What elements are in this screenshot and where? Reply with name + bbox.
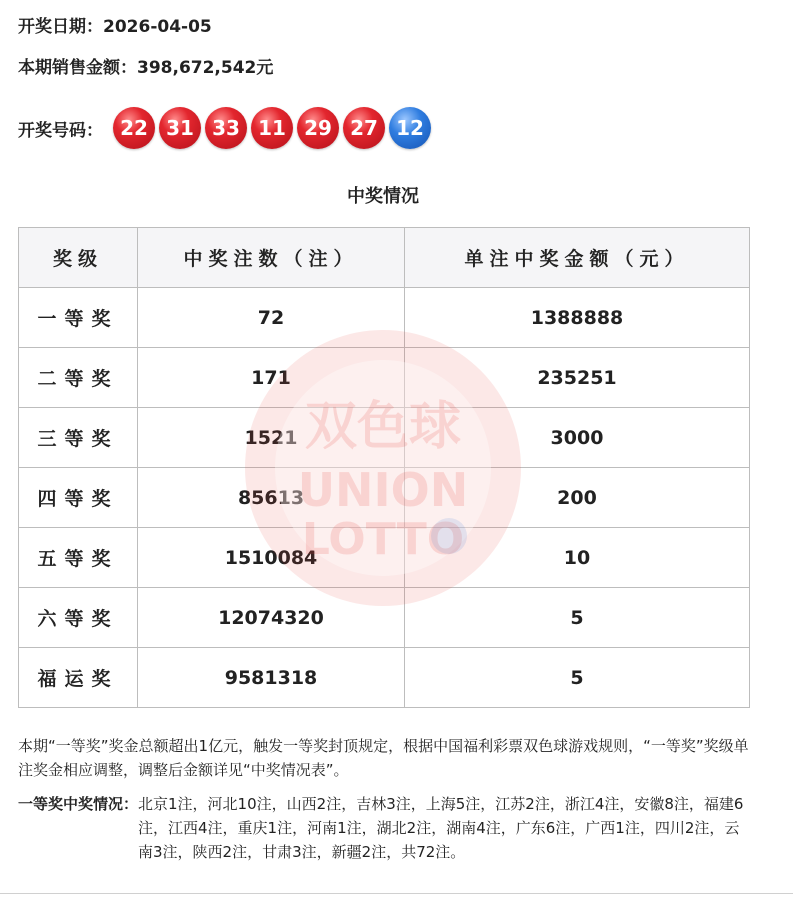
red-ball: 11 [251, 107, 293, 149]
winner-count: 85613 [138, 468, 405, 528]
table-row [19, 588, 750, 648]
prize-table [18, 227, 750, 708]
sales-label: 本期销售金额： [18, 58, 137, 78]
red-ball: 22 [113, 107, 155, 149]
table-row [19, 528, 750, 588]
header-level: 奖级 [19, 228, 138, 288]
header-count: 中奖注数（注） [138, 228, 405, 288]
prize-amount: 5 [405, 648, 750, 708]
prize-amount: 200 [405, 468, 750, 528]
prize-table-title: 中奖情况 [347, 186, 419, 207]
watermark-text-lotto: LOTTO [301, 514, 465, 565]
watermark-text-union: UNION [297, 463, 469, 517]
prize-level: 四等奖 [19, 468, 138, 528]
first-prize-note: 本期“一等奖”奖金总额超出1亿元，触发一等奖封顶规定，根据中国福利彩票双色球游戏规则，“一等奖”奖级单注奖金相应调整，调整后金额详见“中奖情况表”。 [18, 737, 749, 779]
prize-level: 二等奖 [19, 348, 138, 408]
winner-count: 1510084 [138, 528, 405, 588]
prize-table-header [19, 228, 750, 288]
winning-numbers [18, 106, 435, 150]
prize-level: 六等奖 [19, 588, 138, 648]
prize-level: 三等奖 [19, 408, 138, 468]
prize-amount: 10 [405, 528, 750, 588]
table-row [19, 648, 750, 708]
table-row [19, 408, 750, 468]
red-ball: 27 [343, 107, 385, 149]
first-prize-winners [18, 792, 778, 864]
winning-numbers-label: 开奖号码： [18, 120, 103, 141]
winner-count: 171 [138, 348, 405, 408]
winners-text: 北京1注，河北10注，山西2注，吉林3注，上海5注，江苏2注，浙江4注，安徽8注，福建6注，江西4注，重庆1注，河南1注，湖北2注，湖南4注，广东6注，广西1注，四川2注，云南3注，陕西2注，甘肃3注，新疆2注，共72注。 [138, 795, 744, 861]
draw-date-value: 2026-04-05 [103, 17, 212, 37]
prize-amount: 5 [405, 588, 750, 648]
sales-line [18, 53, 273, 78]
winner-count: 1521 [138, 408, 405, 468]
winner-count: 9581318 [138, 648, 405, 708]
blue-ball: 12 [389, 107, 431, 149]
sales-value: 398,672,542元 [137, 58, 274, 78]
red-ball: 33 [205, 107, 247, 149]
prize-amount: 3000 [405, 408, 750, 468]
red-ball: 31 [159, 107, 201, 149]
prize-level: 一等奖 [19, 288, 138, 348]
winners-label: 一等奖中奖情况： [18, 795, 139, 813]
table-row [19, 468, 750, 528]
bottom-divider [0, 893, 793, 894]
winner-count: 12074320 [138, 588, 405, 648]
draw-date-label: 开奖日期： [18, 17, 103, 37]
red-ball: 29 [297, 107, 339, 149]
winner-count: 72 [138, 288, 405, 348]
table-row [19, 288, 750, 348]
prize-amount: 235251 [405, 348, 750, 408]
table-row [19, 348, 750, 408]
prize-level: 福运奖 [19, 648, 138, 708]
watermark-text-cn: 双色球 [304, 397, 462, 457]
draw-date-line [18, 12, 212, 37]
header-amount: 单注中奖金额（元） [405, 228, 750, 288]
prize-amount: 1388888 [405, 288, 750, 348]
prize-level: 五等奖 [19, 528, 138, 588]
